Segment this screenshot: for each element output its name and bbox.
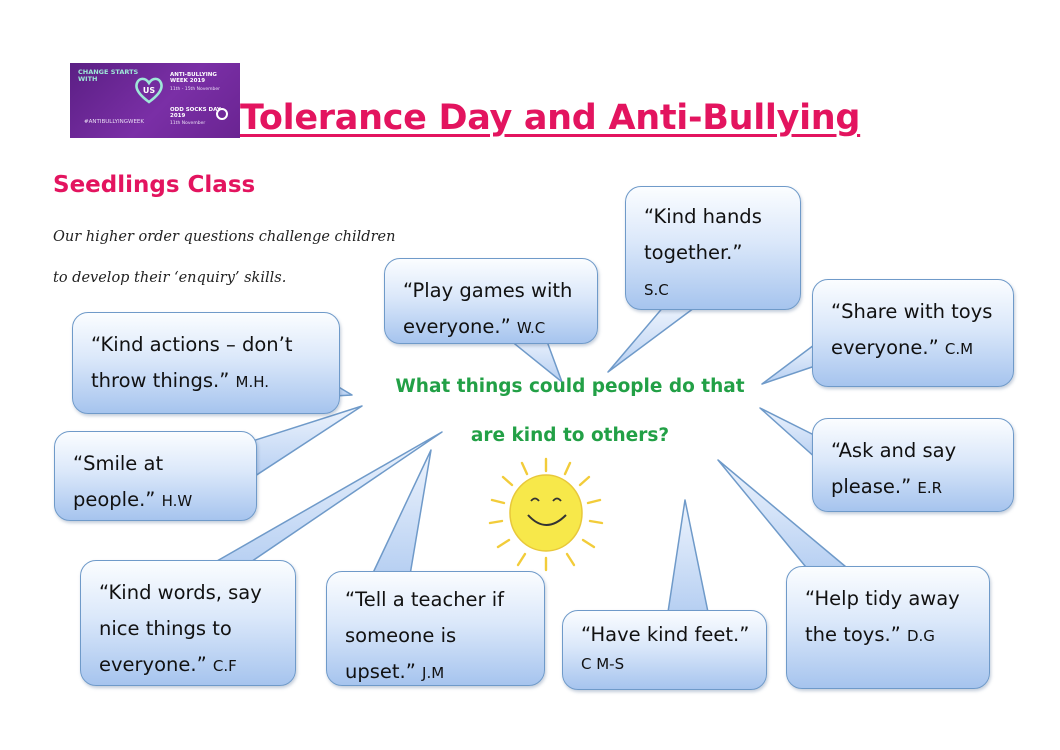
speech-bubble [80,560,296,686]
speech-bubble [812,418,1014,512]
bubble-tail [240,406,362,478]
banner-event-title: ANTI-BULLYING WEEK 2019 [170,72,217,84]
bubble-quote: “Smile at people.” [73,452,164,511]
speech-bubble [812,279,1014,387]
banner-hashtag: #ANTIBULLYINGWEEK [84,119,145,125]
heart-text: US [142,86,156,95]
speech-bubble [786,566,990,689]
central-question-line-1: What things could people do that [395,376,745,397]
bubble-initials: W.C [516,319,546,337]
bubble-initials: J.M [422,664,445,682]
bubble-quote: “Ask and say please.” [831,439,957,498]
bubble-tail [608,305,698,372]
speech-bubble [72,312,340,414]
speech-bubble [625,186,801,310]
anti-bullying-week-banner [70,63,240,138]
bubble-quote: “Kind hands together.” [644,205,762,264]
bubble-initials: S.C [644,281,669,299]
bubble-quote: “Have kind feet.” [581,623,750,646]
bubble-initials: D.G [906,627,935,645]
bubble-initials: C.M [944,340,974,358]
speech-bubble [326,571,545,686]
bubble-initials: C.F [212,657,237,675]
bubble-quote: “Kind words, say nice things to everyone.” [99,581,262,676]
bubble-quote: “Help tidy away the toys.” [805,587,960,646]
class-name: Seedlings Class [53,172,256,198]
bubble-initials: M.H. [235,373,269,391]
smiling-sun-icon [476,455,616,575]
speech-bubble [384,258,598,344]
banner-odd-socks-dates: 11th November [170,121,206,126]
intro-text-line-1: Our higher order questions challenge children [53,229,396,245]
bubble-quote: “Play games with everyone.” [403,279,573,338]
bubble-initials: C M-S [581,655,625,673]
speech-bubble [562,610,767,690]
intro-text-line-2: to develop their ‘enquiry’ skills. [53,270,287,286]
speech-bubble [54,431,257,521]
bubble-initials: H.W [161,492,193,510]
banner-odd-socks-title: ODD SOCKS DAY 2019 [170,107,221,119]
bubble-quote: “Kind actions – don’t throw things.” [91,333,293,392]
page-title: Tolerance Day and Anti-Bullying [240,98,861,138]
bubble-initials: E.R [917,479,943,497]
heart-icon [134,75,164,105]
odd-socks-icon [216,108,228,120]
central-question-line-2: are kind to others? [470,425,670,446]
bubble-tail [668,500,708,612]
bubble-quote: “Tell a teacher if someone is upset.” [345,588,505,683]
banner-event-dates: 11th - 15th November [170,87,221,92]
banner-slogan: CHANGE STARTS WITH [78,68,139,83]
bubble-quote: “Share with toys everyone.” [831,300,993,359]
